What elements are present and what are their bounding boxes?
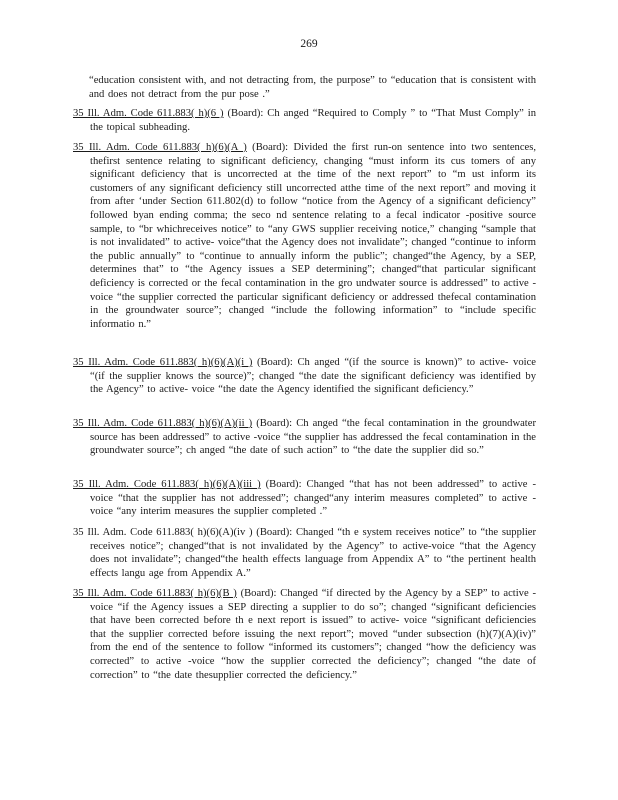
code-reference: 35 Ill. Adm. Code 611.883( h)(6)(A)(iii ) (73, 479, 261, 490)
entry-611-883-h-6-A (73, 141, 536, 331)
entry-text: (Board): Changed “th e system receives notice” to “the supplier receives notice”; changed“that is not invalidated by the Agency” to active-voice “that the Agency does not invalidate”; changed“the health effects language from Appendix A” to “the pertinent health effects langu age from Appendix A.” (90, 527, 537, 579)
entry-611-883-h-6-A-ii (73, 417, 536, 458)
code-reference: 35 Ill. Adm. Code 611.883( h)(6)(A)(i ) (73, 357, 253, 368)
intro-paragraph: “education consistent with, and not detracting from, the purpose” to “education that is consistent with and does not detract from the pur pose .” (89, 75, 536, 100)
entry-611-883-h-6-A-iii (73, 478, 536, 519)
code-reference: 35 Ill. Adm. Code 611.883( h)(6 ) (73, 108, 224, 119)
code-reference: 35 Ill. Adm. Code 611.883( h)(6)(A ) (73, 142, 247, 153)
entry-611-883-h-6-B (73, 587, 536, 682)
code-reference: 35 Ill. Adm. Code 611.883( h)(6)(A)(ii ) (73, 418, 253, 429)
entry-text: (Board): Divided the first run-on sentence into two sentences, thefirst sentence relating to significant deficiency, changing “must inform its cus tomers of any significant deficiency that is uncorrected at the time of the next report” to “m ust inform its customers of any significant deficiency still uncorrected atthe time of the next report” and moving it from after ‘under Section 611.802(d) to follow “notice from the Agency of a significant deficiency” followed byan ending comma; the seco nd sentence relating to a fecal indicator -positive source sample, to “br whichreceives notice” to “any GWS supplier receiving notice,” changing “sample that is not invalidated” to active- voice“that the Agency does not invalidate”; changed “continue to inform the public annually” to “continue to annually inform the public”; changed“the Agency, by a SEP, determines that” to “the Agency issues a SEP determining”; changed“that particular significant deficiency is corrected or the fecal contamination in the gro undwater source is addressed” to active -voice “the supplier corrected the particular significant deficiency or addressed thefecal contamination in the groundwater source”; changed “include the following information” to “include specific informatio n.” (90, 142, 537, 330)
entry-611-883-h-6-A-iv (73, 526, 536, 580)
entry-text: (Board): Changed “if directed by the Agency by a SEP” to active -voice “if the Agency issues a SEP directing a supplier to do so”; changed “significant deficiencies that have been corrected before th e next report is issued” to active- voice “significant deficiencies that the supplier corrected before issuing the next report”; moved “under subsection (h)(7)(A)(iv)” from the end of the sentence to follow “informed its customers”; changed “how the deficiency was corrected” to active -voice “how the supplier corrected the deficiency”; changed “the date of correction” to “the date thesupplier corrected the deficiency.” (90, 588, 536, 681)
code-reference: 35 Ill. Adm. Code 611.883( h)(6)(A)(iv ) (73, 527, 253, 538)
page-number: 269 (300, 38, 318, 50)
entry-611-883-h-6-A-i (73, 356, 536, 397)
entry-611-883-h-6 (73, 107, 536, 134)
entry-text: (Board): Ch anged “the fecal contamination in the groundwater source has been addressed” to active -voice “the supplier has addressed the fecal contamination in the groundwater source”; ch anged “the date of such action” to “the date the supplier did so.” (90, 418, 536, 457)
entry-text: (Board): Ch anged “(if the source is known)” to active- voice “(if the supplier knows the source)”; changed “the date the significant deficiency was identified by the Agency” to active- voice “the date the Agency identified the significant deficiency.” (90, 357, 536, 396)
entry-text: (Board): Changed “that has not been addressed” to active -voice “that the supplier has not addressed”; changed“any interim measures completed” to active - voice “any interim measures the supplier completed .” (90, 479, 536, 518)
entry-text: (Board): Ch anged “Required to Comply ” to “That Must Comply” in the topical subheading. (90, 108, 536, 133)
code-reference: 35 Ill. Adm. Code 611.883( h)(6)(B ) (73, 588, 237, 599)
